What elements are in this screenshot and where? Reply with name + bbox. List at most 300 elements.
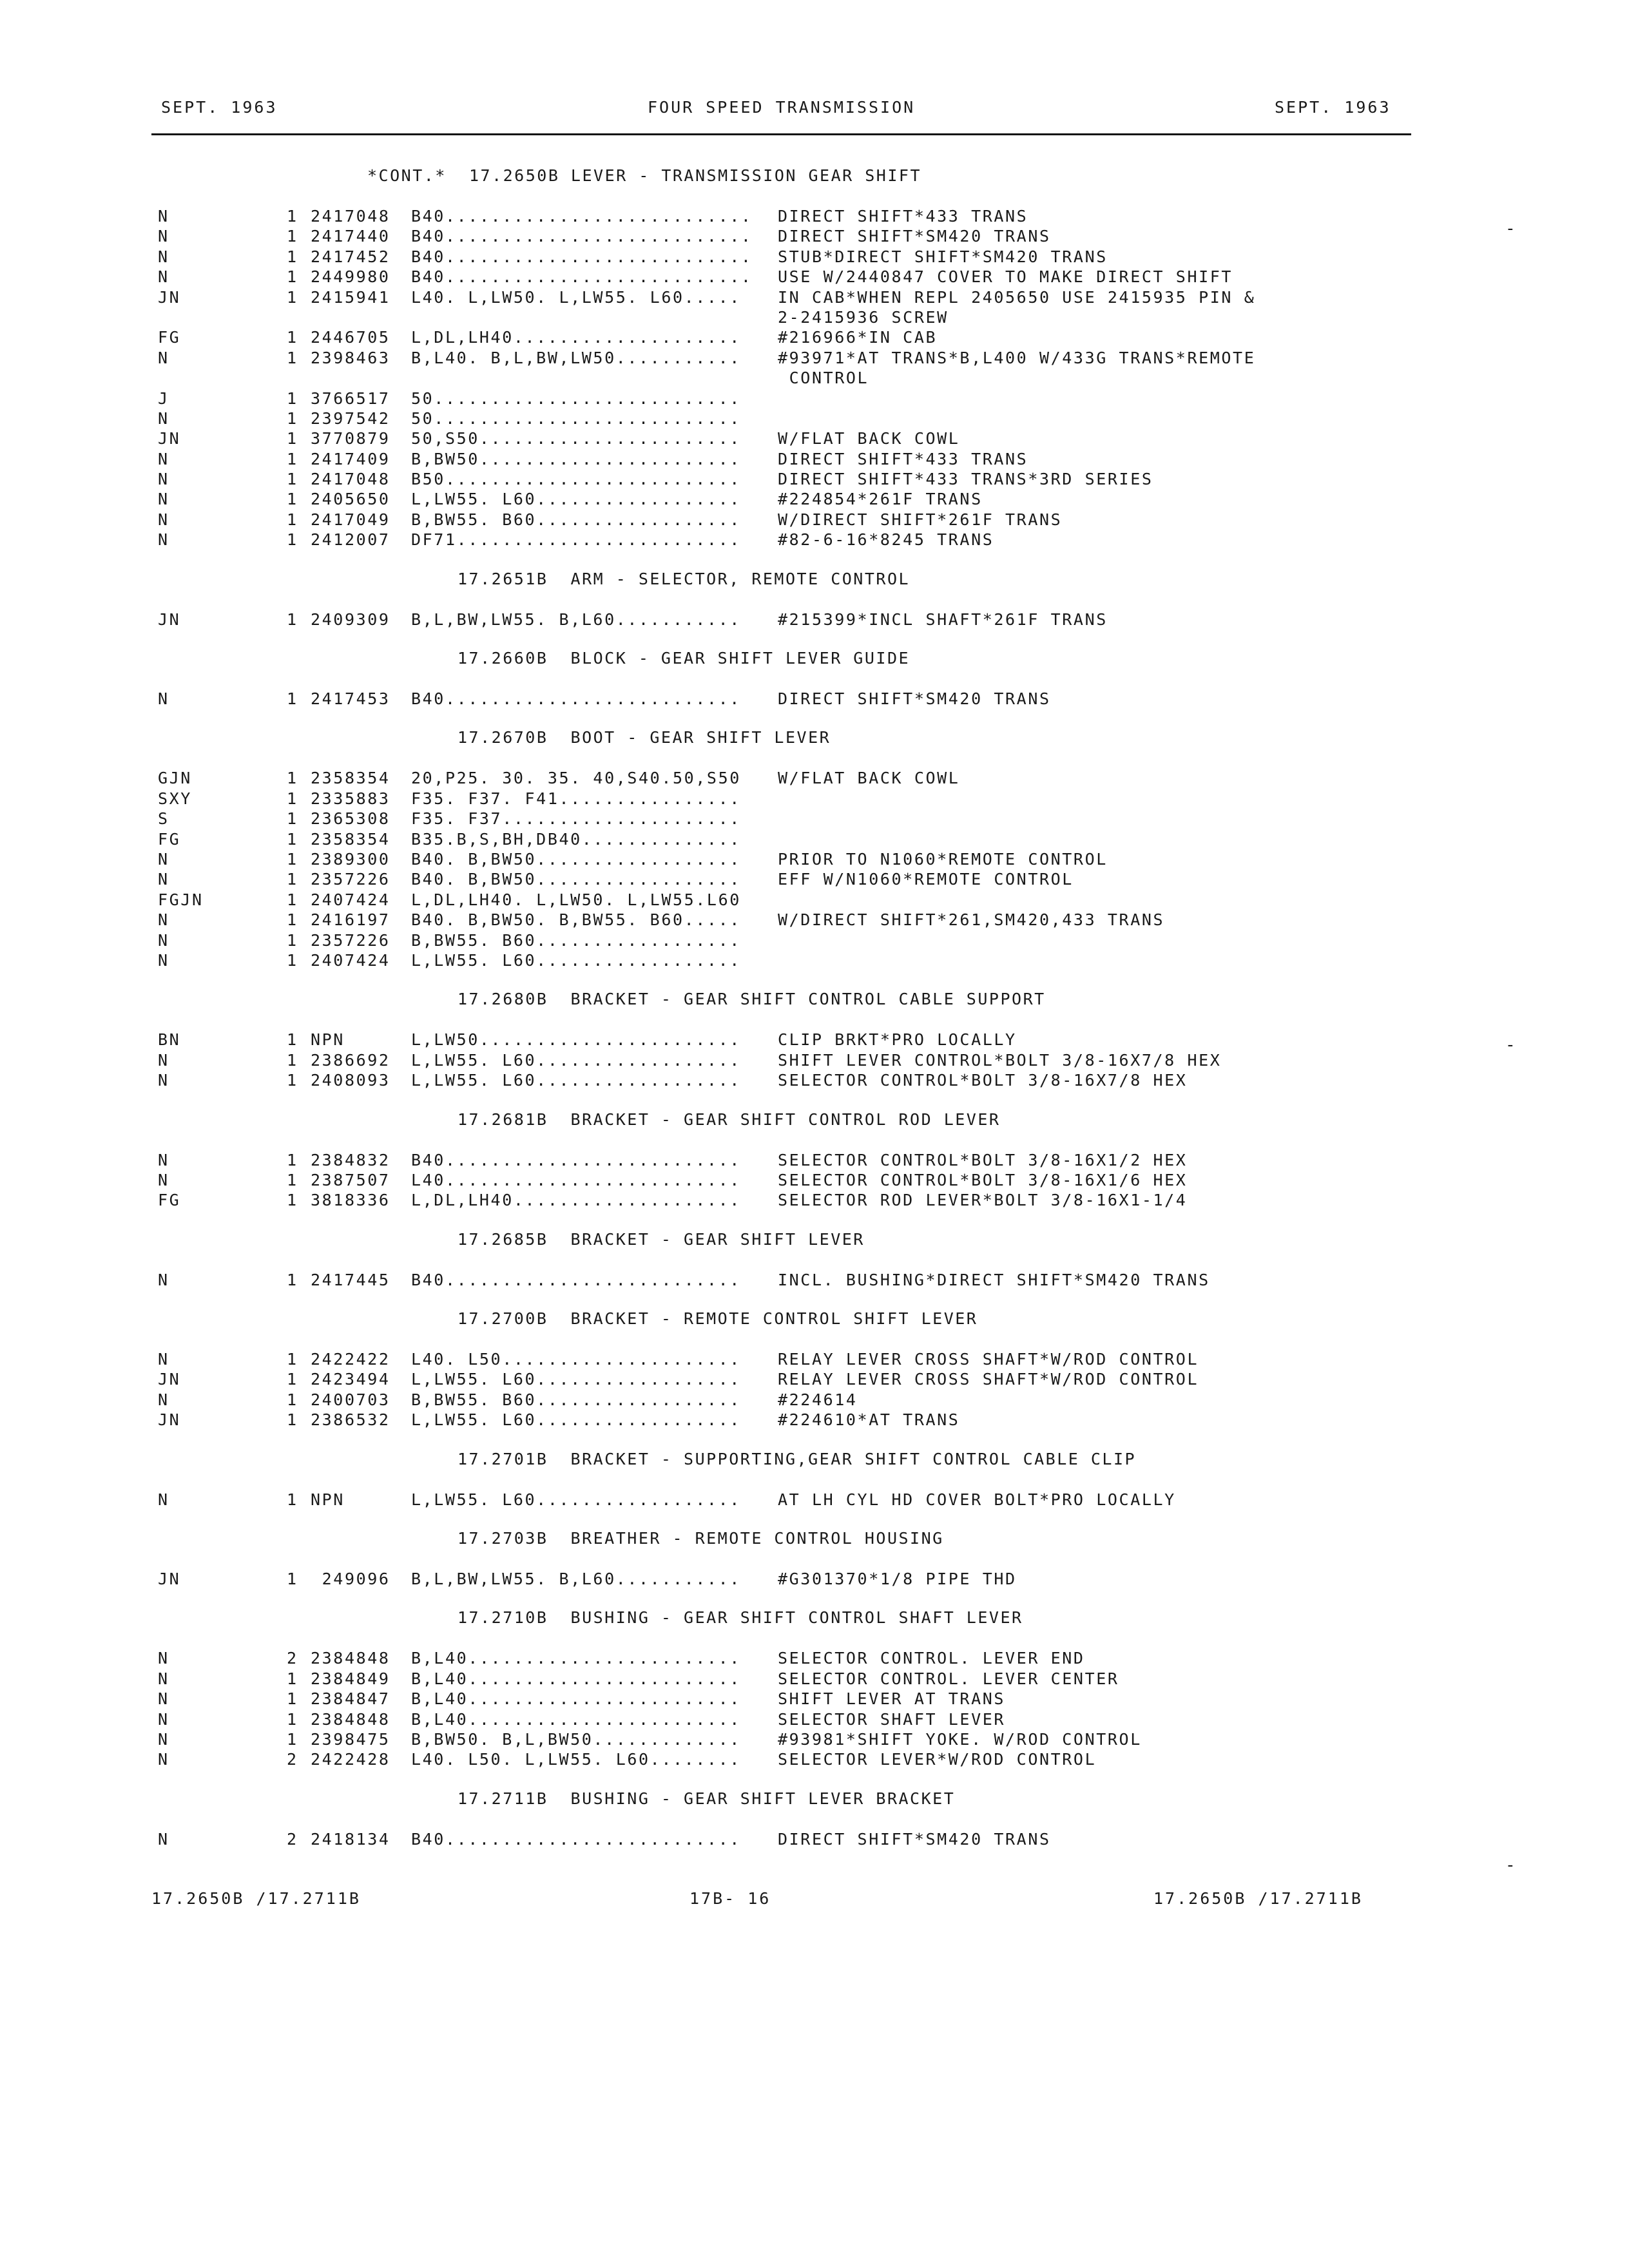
model-application: DF71......................... (411, 530, 741, 550)
margin-mark: - (1505, 219, 1516, 238)
remarks: STUB*DIRECT SHIFT*SM420 TRANS (778, 247, 1108, 266)
quantity: 2 (287, 1750, 298, 1769)
section-heading (151, 1608, 1440, 1648)
model-application: L,LW50....................... (411, 1030, 741, 1050)
section-title: 17.2711B BUSHING - GEAR SHIFT LEVER BRACKET (458, 1789, 956, 1808)
model-code: N (158, 510, 169, 529)
model-code: FG (158, 1191, 181, 1210)
section-title: 17.2685B BRACKET - GEAR SHIFT LEVER (458, 1229, 865, 1249)
remarks: #216966*IN CAB (778, 328, 938, 347)
section-heading (151, 570, 1440, 610)
remarks: W/FLAT BACK COWL (778, 429, 960, 448)
quantity: 1 (287, 247, 298, 266)
quantity: 1 (287, 207, 298, 226)
remarks: AT LH CYL HD COVER BOLT*PRO LOCALLY (778, 1490, 1176, 1509)
remarks: DIRECT SHIFT*SM420 TRANS (778, 227, 1051, 246)
model-code: N (158, 870, 169, 889)
parts-row (151, 809, 1440, 829)
model-application: B40.......................... (411, 689, 741, 709)
quantity: 1 (287, 1570, 298, 1589)
part-number: 2405650 (311, 490, 390, 509)
part-number: 2408093 (311, 1071, 390, 1090)
parts-row (151, 1829, 1440, 1849)
part-number: 2407424 (311, 950, 390, 970)
quantity: 1 (287, 930, 298, 950)
quantity: 1 (287, 1410, 298, 1430)
quantity: 1 (287, 849, 298, 869)
parts-row (151, 1689, 1440, 1709)
model-code: JN (158, 1410, 181, 1430)
parts-row (151, 1410, 1440, 1430)
parts-row (151, 428, 1440, 448)
quantity: 1 (287, 829, 298, 849)
part-number: 2422422 (311, 1350, 390, 1369)
parts-row (151, 1669, 1440, 1689)
section-title: 17.2660B BLOCK - GEAR SHIFT LEVER GUIDE (458, 649, 911, 668)
part-number: 2384848 (311, 1649, 390, 1668)
quantity: 1 (287, 1071, 298, 1090)
part-number: 2412007 (311, 530, 390, 550)
part-number: 2398463 (311, 348, 390, 367)
model-application: L,DL,LH40.................... (411, 328, 741, 347)
part-number: 3818336 (311, 1191, 390, 1210)
parts-row (151, 408, 1440, 428)
quantity: 1 (287, 490, 298, 509)
model-code: N (158, 1689, 169, 1709)
part-number: 2446705 (311, 328, 390, 347)
model-code: N (158, 267, 169, 287)
remarks: SELECTOR CONTROL*BOLT 3/8-16X1/6 HEX (778, 1170, 1188, 1189)
model-code: N (158, 1750, 169, 1769)
part-number: 2422428 (311, 1750, 390, 1769)
section-gap (151, 709, 1440, 728)
part-number: 2389300 (311, 849, 390, 869)
part-number: 2417452 (311, 247, 390, 266)
section-gap (151, 1290, 1440, 1309)
quantity: 1 (287, 689, 298, 709)
model-application: B,BW55. B60.................. (411, 1390, 741, 1409)
model-application: B40........................... (411, 207, 753, 226)
model-application: B,L,BW,LW55. B,L60........... (411, 1570, 741, 1589)
quantity: 1 (287, 769, 298, 788)
section-gap (151, 1430, 1440, 1450)
model-code: N (158, 490, 169, 509)
remarks: USE W/2440847 COVER TO MAKE DIRECT SHIFT (778, 267, 1233, 287)
model-code: N (158, 1729, 169, 1749)
quantity: 1 (287, 809, 298, 829)
quantity: 1 (287, 408, 298, 428)
quantity: 1 (287, 429, 298, 448)
quantity: 1 (287, 530, 298, 550)
remarks: CLIP BRKT*PRO LOCALLY (778, 1030, 1017, 1050)
quantity: 1 (287, 1350, 298, 1369)
model-code: N (158, 227, 169, 246)
quantity: 1 (287, 1370, 298, 1389)
model-application: B,BW55. B60.................. (411, 930, 741, 950)
remarks: EFF W/N1060*REMOTE CONTROL (778, 870, 1074, 889)
part-number: 2417409 (311, 449, 390, 468)
part-number: 2409309 (311, 610, 390, 629)
parts-row (151, 1709, 1440, 1729)
section-heading (151, 1110, 1440, 1150)
parts-row (151, 1190, 1440, 1210)
parts-row (151, 348, 1440, 368)
section-gap (151, 1770, 1440, 1789)
model-code: N (158, 1270, 169, 1289)
section-title: 17.2680B BRACKET - GEAR SHIFT CONTROL CABLE SUPPORT (458, 990, 1046, 1009)
section-heading (151, 1230, 1440, 1270)
parts-row (151, 206, 1440, 226)
footer-range-left: 17.2650B /17.2711B (151, 1889, 361, 1908)
part-number: 2358354 (311, 829, 390, 849)
model-application: L,LW55. L60.................. (411, 1071, 741, 1090)
model-application: B,L,BW,LW55. B,L60........... (411, 610, 741, 629)
parts-row (151, 510, 1440, 530)
model-code: N (158, 1050, 169, 1070)
margin-mark: - (1505, 1856, 1516, 1875)
parts-row (151, 247, 1440, 267)
parts-row (151, 869, 1440, 889)
model-application: B40.......................... (411, 1270, 741, 1289)
model-application: 50,S50....................... (411, 429, 741, 448)
part-number: 2416197 (311, 910, 390, 930)
quantity: 2 (287, 1649, 298, 1668)
part-number: 249096 (311, 1570, 390, 1589)
remarks: DIRECT SHIFT*433 TRANS (778, 207, 1028, 226)
quantity: 1 (287, 950, 298, 970)
parts-row (151, 829, 1440, 849)
header-rule (151, 133, 1411, 135)
remarks: CONTROL (778, 369, 869, 388)
parts-row (151, 1648, 1440, 1668)
model-code: FG (158, 328, 181, 347)
part-number: 2417453 (311, 689, 390, 709)
part-number: 2417049 (311, 510, 390, 529)
remarks: #82-6-16*8245 TRANS (778, 530, 994, 550)
header-date-right: SEPT. 1963 (1275, 98, 1391, 117)
section-gap (151, 1589, 1440, 1608)
model-code: N (158, 689, 169, 709)
remarks: #224614 (778, 1390, 858, 1409)
parts-row (151, 890, 1440, 910)
model-application: L40.......................... (411, 1170, 741, 1189)
remarks: SELECTOR CONTROL. LEVER END (778, 1649, 1085, 1668)
remarks: SHIFT LEVER CONTROL*BOLT 3/8-16X7/8 HEX (778, 1050, 1222, 1070)
model-application: B40.......................... (411, 1829, 741, 1849)
model-code: N (158, 470, 169, 489)
part-number: 2397542 (311, 408, 390, 428)
parts-row (151, 1569, 1440, 1589)
remarks: SHIFT LEVER AT TRANS (778, 1689, 1006, 1709)
section-heading (151, 990, 1440, 1030)
model-code: GJN (158, 769, 192, 788)
model-code: N (158, 1829, 169, 1849)
section-gap (151, 550, 1440, 570)
model-code: N (158, 849, 169, 869)
parts-row (151, 1150, 1440, 1170)
model-code: JN (158, 610, 181, 629)
remarks: DIRECT SHIFT*433 TRANS (778, 449, 1028, 468)
part-number: 2418134 (311, 1829, 390, 1849)
parts-row (151, 1390, 1440, 1410)
part-number: 2335883 (311, 789, 390, 808)
footer-range-right: 17.2650B /17.2711B (1153, 1889, 1363, 1908)
model-code: N (158, 1170, 169, 1189)
model-application: B,BW55. B60.................. (411, 510, 741, 529)
part-number: 2358354 (311, 769, 390, 788)
quantity: 1 (287, 227, 298, 246)
parts-row (151, 368, 1440, 388)
remarks: SELECTOR CONTROL. LEVER CENTER (778, 1669, 1119, 1688)
parts-row (151, 610, 1440, 629)
model-application: L,DL,LH40.................... (411, 1191, 741, 1210)
model-code: N (158, 408, 169, 428)
part-number: 2449980 (311, 267, 390, 287)
parts-row (151, 950, 1440, 970)
model-code: N (158, 930, 169, 950)
parts-row (151, 287, 1440, 307)
model-code: BN (158, 1030, 181, 1050)
footer-page-number: 17B- 16 (689, 1889, 771, 1908)
quantity: 1 (287, 348, 298, 367)
parts-row (151, 267, 1440, 287)
model-code: N (158, 449, 169, 468)
remarks: INCL. BUSHING*DIRECT SHIFT*SM420 TRANS (778, 1270, 1210, 1289)
section-title: 17.2681B BRACKET - GEAR SHIFT CONTROL ROD LEVER (458, 1110, 1001, 1129)
part-number: 2384848 (311, 1709, 390, 1729)
quantity: 1 (287, 1490, 298, 1509)
remarks: #93981*SHIFT YOKE. W/ROD CONTROL (778, 1729, 1142, 1749)
quantity: 1 (287, 470, 298, 489)
parts-row (151, 307, 1440, 327)
model-application: B,L40........................ (411, 1689, 741, 1709)
model-application: L,LW55. L60.................. (411, 1490, 741, 1509)
quantity: 1 (287, 510, 298, 529)
parts-row (151, 1729, 1440, 1749)
section-title: 17.2700B BRACKET - REMOTE CONTROL SHIFT LEVER (458, 1309, 978, 1329)
model-application: B40.......................... (411, 1150, 741, 1169)
quantity: 1 (287, 890, 298, 909)
parts-row (151, 849, 1440, 869)
parts-row (151, 1270, 1440, 1290)
parts-row (151, 449, 1440, 469)
section-title: *CONT.* 17.2650B LEVER - TRANSMISSION GEAR SHIFT (367, 166, 922, 185)
remarks: RELAY LEVER CROSS SHAFT*W/ROD CONTROL (778, 1350, 1199, 1369)
model-code: N (158, 1350, 169, 1369)
model-application: B,BW50....................... (411, 449, 741, 468)
parts-row (151, 768, 1440, 788)
section-title: 17.2701B BRACKET - SUPPORTING,GEAR SHIFT CONTROL CABLE CLIP (458, 1449, 1137, 1468)
parts-row (151, 789, 1440, 809)
model-code: FGJN (158, 890, 204, 909)
parts-row (151, 1030, 1440, 1050)
model-code: JN (158, 287, 181, 307)
model-code: N (158, 1709, 169, 1729)
remarks: SELECTOR ROD LEVER*BOLT 3/8-16X1-1/4 (778, 1191, 1188, 1210)
remarks: SELECTOR SHAFT LEVER (778, 1709, 1006, 1729)
part-number: 3770879 (311, 429, 390, 448)
remarks: SELECTOR CONTROL*BOLT 3/8-16X1/2 HEX (778, 1150, 1188, 1169)
model-application: B,L40........................ (411, 1649, 741, 1668)
remarks: #224610*AT TRANS (778, 1410, 960, 1430)
parts-row (151, 389, 1440, 408)
section-gap (151, 970, 1440, 990)
parts-row (151, 1369, 1440, 1389)
model-code: N (158, 247, 169, 266)
model-code: J (158, 389, 169, 408)
parts-row (151, 1349, 1440, 1369)
section-heading (151, 166, 1440, 206)
model-code: N (158, 1490, 169, 1509)
remarks: #224854*261F TRANS (778, 490, 983, 509)
parts-row (151, 1490, 1440, 1510)
part-number: 2417440 (311, 227, 390, 246)
parts-row (151, 1070, 1440, 1090)
model-application: L,LW55. L60.................. (411, 950, 741, 970)
section-title: 17.2703B BREATHER - REMOTE CONTROL HOUSING (458, 1529, 944, 1548)
section-heading (151, 1789, 1440, 1829)
quantity: 2 (287, 1829, 298, 1849)
quantity: 1 (287, 1170, 298, 1189)
quantity: 1 (287, 267, 298, 287)
model-application: F35. F37. F41................ (411, 789, 741, 808)
quantity: 1 (287, 910, 298, 930)
section-gap (151, 1510, 1440, 1529)
parts-row (151, 469, 1440, 489)
quantity: 1 (287, 1030, 298, 1050)
remarks: #G301370*1/8 PIPE THD (778, 1570, 1017, 1589)
remarks: DIRECT SHIFT*433 TRANS*3RD SERIES (778, 470, 1153, 489)
model-code: N (158, 207, 169, 226)
part-number: 2417445 (311, 1270, 390, 1289)
model-code: JN (158, 1570, 181, 1589)
model-code: N (158, 1669, 169, 1688)
model-application: L40. L50. L,LW55. L60........ (411, 1750, 741, 1769)
quantity: 1 (287, 1390, 298, 1409)
part-number: 2357226 (311, 870, 390, 889)
part-number: 2417048 (311, 470, 390, 489)
model-application: L,DL,LH40. L,LW50. L,LW55.L60 (411, 890, 741, 909)
remarks: W/DIRECT SHIFT*261,SM420,433 TRANS (778, 910, 1165, 930)
model-code: JN (158, 429, 181, 448)
part-number: NPN (311, 1030, 345, 1050)
model-application: L40. L50..................... (411, 1350, 741, 1369)
section-gap (151, 629, 1440, 649)
remarks: 2-2415936 SCREW (778, 307, 949, 327)
model-application: B,L40. B,L,BW,LW50........... (411, 348, 741, 367)
model-code: SXY (158, 789, 192, 808)
part-number: 2386532 (311, 1410, 390, 1430)
section-heading (151, 1450, 1440, 1490)
quantity: 1 (287, 1050, 298, 1070)
header-title: FOUR SPEED TRANSMISSION (648, 98, 916, 117)
part-number: NPN (311, 1490, 345, 1509)
quantity: 1 (287, 287, 298, 307)
parts-row (151, 910, 1440, 930)
part-number: 2407424 (311, 890, 390, 909)
part-number: 3766517 (311, 389, 390, 408)
model-application: 50........................... (411, 408, 741, 428)
model-application: B,BW50. B,L,BW50............. (411, 1729, 741, 1749)
section-title: 17.2670B BOOT - GEAR SHIFT LEVER (458, 728, 831, 747)
remarks: IN CAB*WHEN REPL 2405650 USE 2415935 PIN & (778, 287, 1256, 307)
model-code: N (158, 1150, 169, 1169)
model-application: B40. B,BW50.................. (411, 849, 741, 869)
remarks: DIRECT SHIFT*SM420 TRANS (778, 1829, 1051, 1849)
parts-row (151, 327, 1440, 347)
model-application: B40........................... (411, 247, 753, 266)
model-code: N (158, 1071, 169, 1090)
model-application: F35. F37..................... (411, 809, 741, 829)
parts-row (151, 1050, 1440, 1070)
quantity: 1 (287, 1270, 298, 1289)
part-number: 2400703 (311, 1390, 390, 1409)
quantity: 1 (287, 449, 298, 468)
part-number: 2415941 (311, 287, 390, 307)
model-code: N (158, 1390, 169, 1409)
parts-row (151, 530, 1440, 550)
remarks: #93971*AT TRANS*B,L400 W/433G TRANS*REMOTE (778, 348, 1256, 367)
model-application: L,LW55. L60.................. (411, 1050, 741, 1070)
parts-row (151, 489, 1440, 509)
quantity: 1 (287, 389, 298, 408)
section-heading (151, 649, 1440, 689)
model-application: 20,P25. 30. 35. 40,S40.50,S50 (411, 769, 741, 788)
remarks: PRIOR TO N1060*REMOTE CONTROL (778, 849, 1108, 869)
parts-list (151, 166, 1440, 1869)
quantity: 1 (287, 328, 298, 347)
model-application: B50.......................... (411, 470, 741, 489)
part-number: 2384832 (311, 1150, 390, 1169)
model-application: B,L40........................ (411, 1669, 741, 1688)
model-code: S (158, 809, 169, 829)
model-code: N (158, 1649, 169, 1668)
model-code: N (158, 348, 169, 367)
remarks: #215399*INCL SHAFT*261F TRANS (778, 610, 1108, 629)
quantity: 1 (287, 789, 298, 808)
quantity: 1 (287, 1729, 298, 1749)
model-code: N (158, 950, 169, 970)
quantity: 1 (287, 1150, 298, 1169)
section-heading (151, 1529, 1440, 1569)
section-gap (151, 1849, 1440, 1869)
parts-row (151, 930, 1440, 950)
quantity: 1 (287, 1709, 298, 1729)
model-code: N (158, 910, 169, 930)
model-application: B40........................... (411, 267, 753, 287)
model-code: JN (158, 1370, 181, 1389)
model-application: B35.B,S,BH,DB40.............. (411, 829, 741, 849)
model-application: L,LW55. L60.................. (411, 1370, 741, 1389)
model-application: B40........................... (411, 227, 753, 246)
model-application: 50........................... (411, 389, 741, 408)
model-application: L,LW55. L60.................. (411, 1410, 741, 1430)
part-number: 2384849 (311, 1669, 390, 1688)
part-number: 2423494 (311, 1370, 390, 1389)
quantity: 1 (287, 1669, 298, 1688)
quantity: 1 (287, 610, 298, 629)
quantity: 1 (287, 1191, 298, 1210)
part-number: 2417048 (311, 207, 390, 226)
part-number: 2365308 (311, 809, 390, 829)
model-application: L,LW55. L60.................. (411, 490, 741, 509)
part-number: 2386692 (311, 1050, 390, 1070)
model-code: FG (158, 829, 181, 849)
section-gap (151, 1091, 1440, 1110)
section-title: 17.2710B BUSHING - GEAR SHIFT CONTROL SHAFT LEVER (458, 1608, 1023, 1628)
remarks: RELAY LEVER CROSS SHAFT*W/ROD CONTROL (778, 1370, 1199, 1389)
section-heading (151, 728, 1440, 768)
